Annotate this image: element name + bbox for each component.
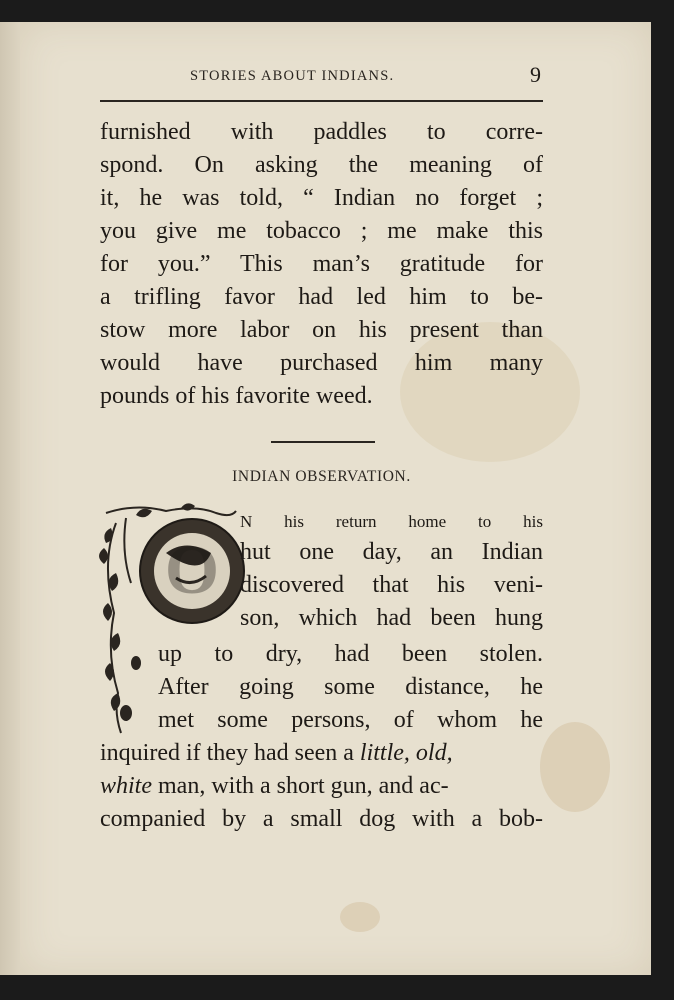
italic-word: white bbox=[100, 773, 152, 799]
body-line: spond. On asking the meaning of bbox=[100, 152, 543, 178]
initial-letter: O bbox=[164, 532, 220, 609]
running-head: STORIES ABOUT INDIANS. bbox=[190, 68, 395, 84]
body-line: pounds of his favorite weed. bbox=[100, 383, 373, 409]
body-line: it, he was told, “ Indian no forget ; bbox=[100, 185, 543, 211]
body-line: you give me tobacco ; me make this bbox=[100, 218, 543, 244]
body-line: furnished with paddles to corre- bbox=[100, 119, 543, 145]
book-gutter bbox=[0, 22, 22, 975]
page-number: 9 bbox=[530, 62, 541, 87]
body-line: discovered that his veni- bbox=[240, 572, 543, 598]
body-line: would have purchased him many bbox=[100, 350, 543, 376]
section-separator bbox=[271, 441, 375, 443]
body-line: a trifling favor had led him to be- bbox=[100, 284, 543, 310]
body-line: for you.” This man’s gratitude for bbox=[100, 251, 543, 277]
section-title: INDIAN OBSERVATION. bbox=[232, 468, 411, 485]
body-line: inquired if they had seen a little, old, bbox=[100, 740, 453, 766]
ornamental-initial bbox=[96, 503, 246, 739]
italic-phrase: little, old, bbox=[359, 740, 453, 766]
body-line: After going some distance, he bbox=[158, 674, 543, 700]
body-line: met some persons, of whom he bbox=[158, 707, 543, 733]
body-line: up to dry, had been stolen. bbox=[158, 641, 543, 667]
body-line: stow more labor on his present than bbox=[100, 317, 543, 343]
body-line: white man, with a short gun, and ac- bbox=[100, 773, 449, 799]
page-header bbox=[100, 62, 543, 92]
body-line: N his return home to his bbox=[240, 512, 543, 531]
body-line: companied by a small dog with a bob- bbox=[100, 806, 543, 832]
body-line: son, which had been hung bbox=[240, 605, 543, 631]
body-line: hut one day, an Indian bbox=[240, 539, 543, 565]
header-rule bbox=[100, 100, 543, 102]
